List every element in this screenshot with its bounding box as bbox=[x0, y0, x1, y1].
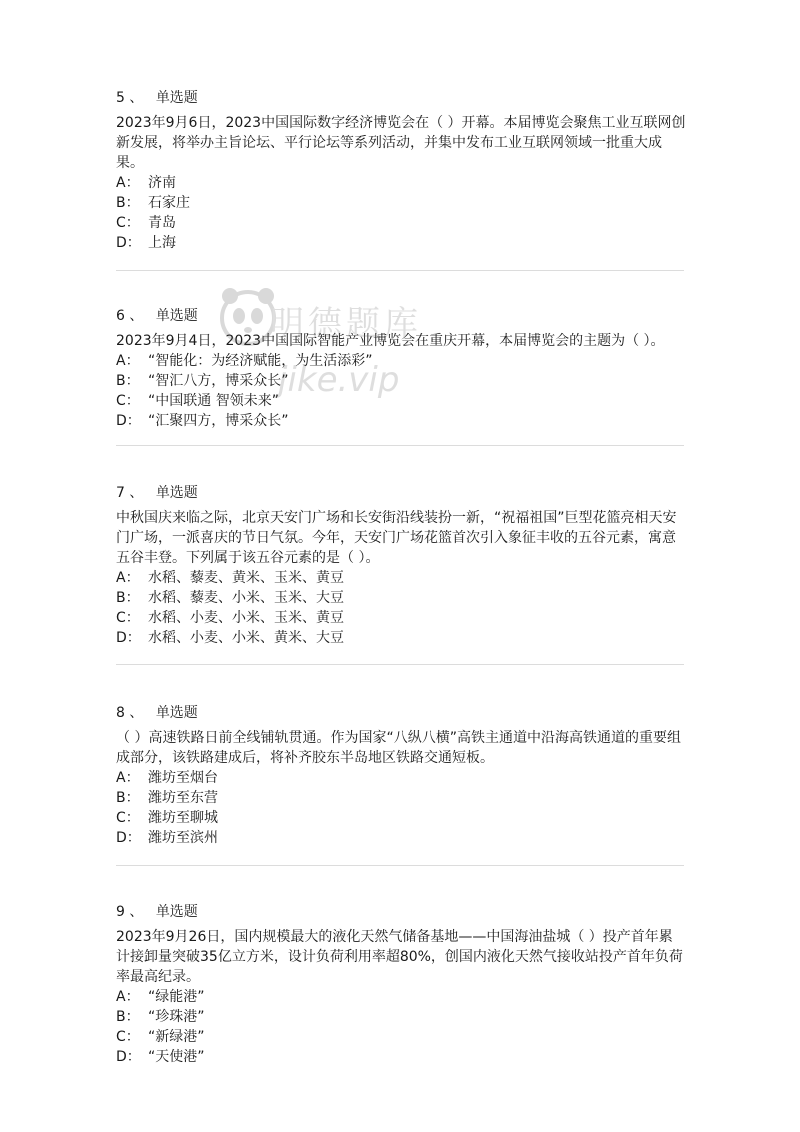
option-text: 潍坊至烟台 bbox=[148, 770, 218, 786]
option-a bbox=[116, 987, 686, 1007]
option-text: 济南 bbox=[148, 175, 176, 191]
option-text: “新绿港” bbox=[148, 1029, 205, 1045]
option-d bbox=[116, 628, 686, 648]
option-letter: B： bbox=[116, 590, 140, 606]
option-letter: C： bbox=[116, 393, 140, 409]
question-type: 单选题 bbox=[155, 308, 198, 324]
option-text: 水稻、藜麦、小米、玉米、大豆 bbox=[148, 590, 344, 606]
option-text: 潍坊至滨州 bbox=[148, 830, 218, 846]
option-c bbox=[116, 213, 686, 233]
watermark-text-cn: 明德题库 bbox=[270, 304, 422, 344]
option-c bbox=[116, 608, 686, 628]
question-type: 单选题 bbox=[155, 485, 198, 501]
option-letter: A： bbox=[116, 770, 140, 786]
option-d bbox=[116, 828, 686, 848]
question-header bbox=[116, 902, 686, 922]
question-number: 9 、 bbox=[116, 904, 144, 920]
option-b bbox=[116, 588, 686, 608]
question-8 bbox=[116, 703, 686, 848]
option-text: 潍坊至东营 bbox=[148, 790, 218, 806]
option-letter: D： bbox=[116, 830, 141, 846]
option-letter: A： bbox=[116, 570, 140, 586]
option-d bbox=[116, 1047, 686, 1067]
option-text: 石家庄 bbox=[148, 195, 190, 211]
question-header bbox=[116, 483, 686, 503]
option-letter: C： bbox=[116, 1029, 140, 1045]
option-letter: B： bbox=[116, 790, 140, 806]
option-c bbox=[116, 391, 686, 411]
option-text: 水稻、小麦、小米、玉米、黄豆 bbox=[148, 610, 344, 626]
option-text: “珍珠港” bbox=[148, 1009, 205, 1025]
option-d bbox=[116, 233, 686, 253]
question-type: 单选题 bbox=[155, 90, 198, 106]
question-number: 8 、 bbox=[116, 705, 144, 721]
option-letter: A： bbox=[116, 989, 140, 1005]
question-header bbox=[116, 88, 686, 108]
option-letter: C： bbox=[116, 810, 140, 826]
option-a bbox=[116, 173, 686, 193]
option-text: “绿能港” bbox=[148, 989, 205, 1005]
watermark-text-en: jike.vip bbox=[278, 360, 400, 400]
option-d bbox=[116, 411, 686, 431]
option-letter: B： bbox=[116, 195, 140, 211]
option-text: “中国联通 智领未来” bbox=[148, 393, 279, 409]
option-text: 水稻、小麦、小米、黄米、大豆 bbox=[148, 630, 344, 646]
question-6 bbox=[116, 306, 686, 431]
option-c bbox=[116, 1027, 686, 1047]
option-a bbox=[116, 351, 686, 371]
question-5 bbox=[116, 88, 686, 253]
option-text: 上海 bbox=[148, 235, 176, 251]
option-b bbox=[116, 371, 686, 391]
option-letter: D： bbox=[116, 1049, 141, 1065]
question-number: 5 、 bbox=[116, 90, 144, 106]
divider bbox=[116, 865, 684, 866]
option-letter: D： bbox=[116, 413, 141, 429]
question-7 bbox=[116, 483, 686, 648]
option-letter: C： bbox=[116, 215, 140, 231]
option-text: 青岛 bbox=[148, 215, 176, 231]
divider bbox=[116, 445, 684, 446]
option-b bbox=[116, 1007, 686, 1027]
option-text: 潍坊至聊城 bbox=[148, 810, 218, 826]
question-type: 单选题 bbox=[155, 904, 198, 920]
option-text: “智能化：为经济赋能，为生活添彩” bbox=[148, 353, 373, 369]
option-letter: A： bbox=[116, 353, 140, 369]
option-a bbox=[116, 568, 686, 588]
option-letter: C： bbox=[116, 610, 140, 626]
question-number: 6 、 bbox=[116, 308, 144, 324]
question-stem: 中秋国庆来临之际，北京天安门广场和长安街沿线装扮一新，“祝福祖国”巨型花篮亮相天安门广场，一派喜庆的节日气氛。今年，天安门广场花篮首次引入象征丰收的五谷元素，寓意五谷丰登。下列属于该五谷元素的是（ ）。 bbox=[116, 510, 677, 566]
question-stem: （ ）高速铁路日前全线铺轨贯通。作为国家“八纵八横”高铁主通道中沿海高铁通道的重要组成部分，该铁路建成后，将补齐胶东半岛地区铁路交通短板。 bbox=[116, 730, 681, 766]
option-letter: D： bbox=[116, 630, 141, 646]
option-letter: B： bbox=[116, 373, 140, 389]
option-text: “智汇八方，博采众长” bbox=[148, 373, 289, 389]
option-letter: D： bbox=[116, 235, 141, 251]
question-type: 单选题 bbox=[155, 705, 198, 721]
option-text: “汇聚四方，博采众长” bbox=[148, 413, 289, 429]
divider bbox=[116, 270, 684, 271]
option-c bbox=[116, 808, 686, 828]
divider bbox=[116, 664, 684, 665]
question-stem: 2023年9月4日，2023中国国际智能产业博览会在重庆开幕，本届博览会的主题为（ ）。 bbox=[116, 333, 665, 349]
question-header bbox=[116, 703, 686, 723]
option-letter: A： bbox=[116, 175, 140, 191]
option-text: “天使港” bbox=[148, 1049, 205, 1065]
question-header bbox=[116, 306, 686, 326]
option-b bbox=[116, 193, 686, 213]
question-stem: 2023年9月6日，2023中国国际数字经济博览会在（ ）开幕。本届博览会聚焦工业互联网创新发展，将举办主旨论坛、平行论坛等系列活动，并集中发布工业互联网领域一批重大成果。 bbox=[116, 115, 686, 171]
option-a bbox=[116, 768, 686, 788]
question-9 bbox=[116, 902, 686, 1067]
option-text: 水稻、藜麦、黄米、玉米、黄豆 bbox=[148, 570, 344, 586]
option-b bbox=[116, 788, 686, 808]
question-stem: 2023年9月26日，国内规模最大的液化天然气储备基地——中国海油盐城（ ）投产首年累计接卸量突破35亿立方米，设计负荷利用率超80%，创国内液化天然气接收站投产首年负荷率最高纪录。 bbox=[116, 929, 683, 985]
question-number: 7 、 bbox=[116, 485, 144, 501]
option-letter: B： bbox=[116, 1009, 140, 1025]
